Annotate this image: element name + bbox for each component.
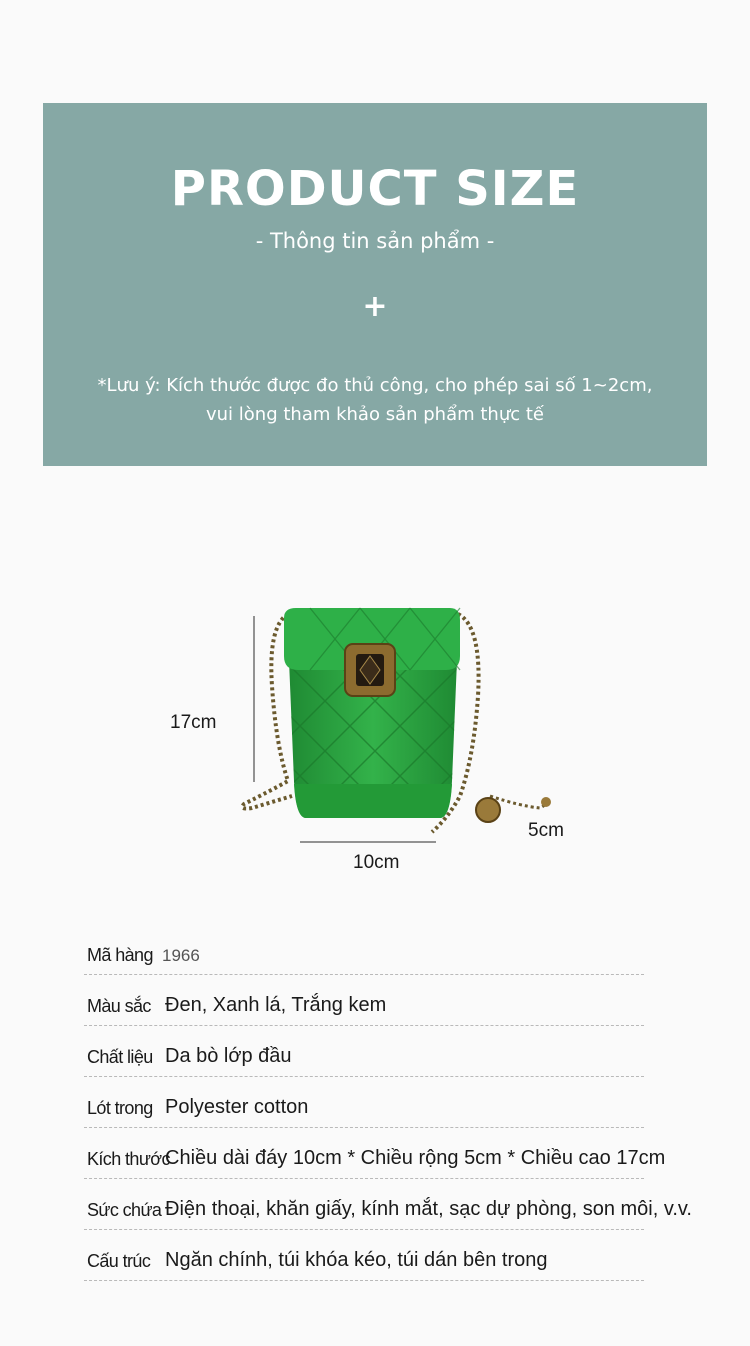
charm-ball [476,798,500,822]
product-figure [160,596,600,886]
spec-value: 1966 [162,946,200,965]
spec-value: Đen, Xanh lá, Trắng kem [165,994,387,1016]
spec-row-lining [84,1077,644,1128]
plus-icon: + [362,289,388,324]
spec-value: Da bò lớp đầu [165,1045,292,1067]
spec-label: Kích thước [87,1149,170,1169]
note-line-1: *Lưu ý: Kích thước được đo thủ công, cho phép sai số 1~2cm, [97,375,653,396]
spec-table [84,924,692,1281]
spec-label: Màu sắc [87,996,151,1016]
spec-row-code [84,924,644,975]
spec-row-structure [84,1230,644,1281]
spec-value: Chiều dài đáy 10cm * Chiều rộng 5cm * Chiều cao 17cm [165,1147,666,1169]
depth-label: 5cm [528,820,564,841]
product-size-banner [43,103,707,466]
spec-row-material [84,1026,644,1077]
spec-row-color [84,975,644,1026]
banner-title: PRODUCT SIZE [170,161,580,217]
spec-label: Cấu trúc [87,1251,151,1271]
spec-value: Ngăn chính, túi khóa kéo, túi dán bên trong [165,1249,548,1271]
spec-label: Chất liệu [87,1047,153,1067]
spec-value: Điện thoại, khăn giấy, kính mắt, sạc dự phòng, son môi, v.v. [165,1198,692,1220]
spec-value: Polyester cotton [165,1096,309,1118]
spec-label: Sức chứa [87,1200,162,1220]
width-label: 10cm [353,852,400,873]
spec-label: Lót trong [87,1098,153,1118]
spec-label: Mã hàng [87,945,153,965]
note-line-2: vui lòng tham khảo sản phẩm thực tế [206,404,544,425]
height-label: 17cm [170,712,217,733]
measurement-note [63,371,687,429]
bag-illustration [160,596,600,886]
banner-subtitle: - Thông tin sản phẩm - [255,229,495,253]
spec-row-capacity [84,1179,692,1230]
spec-row-size [84,1128,666,1179]
